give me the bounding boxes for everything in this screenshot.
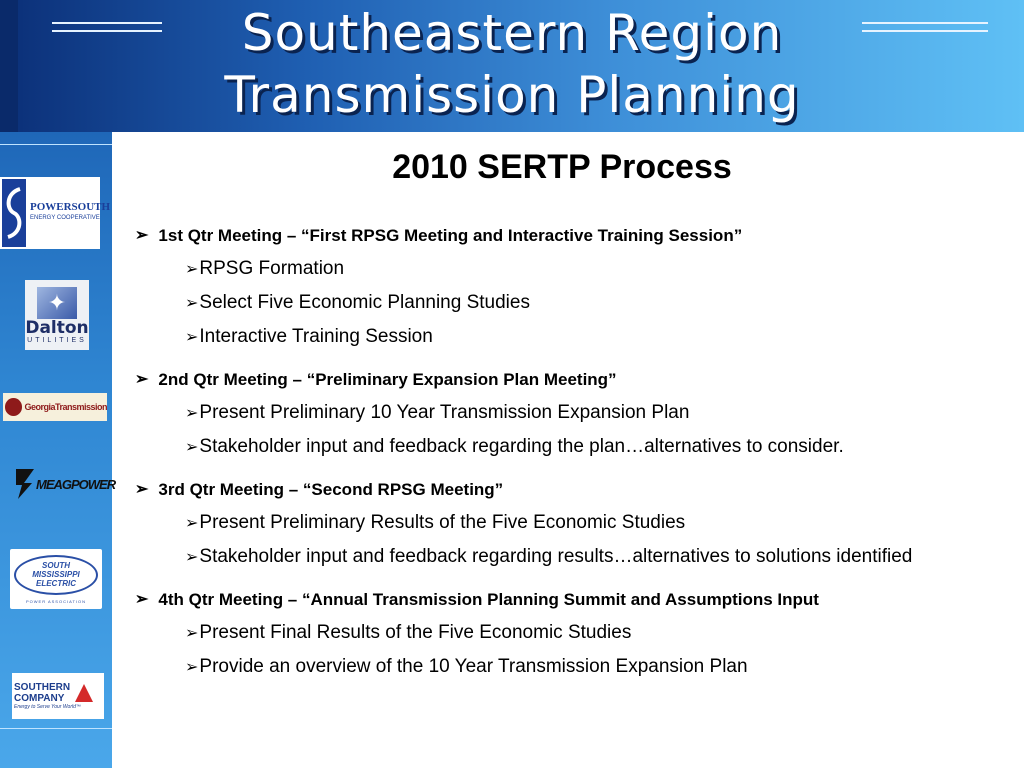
arrow-bullet-icon: ➢ [185,659,199,676]
arrow-bullet-icon: ➢ [185,261,199,278]
header-banner [0,0,1024,132]
list-item [185,545,1005,569]
southern-tagline: Energy to Serve Your World™ [14,704,81,710]
arrow-bullet-icon: ➢ [135,371,149,388]
section-heading-text: 2nd Qtr Meeting – “Preliminary Expansion Plan Meeting” [158,370,617,389]
arrow-bullet-icon: ➢ [185,405,199,422]
list-item-text: Stakeholder input and feedback regarding results…alternatives to solutions identified [199,546,913,567]
section-heading [135,225,1005,247]
southern-line2: COMPANY [14,693,65,704]
section-heading-text: 3rd Qtr Meeting – “Second RPSG Meeting” [158,480,504,499]
quarter-section [135,225,1005,349]
powersouth-name: POWERSOUTH [30,201,111,213]
quarter-section [135,479,1005,569]
arrow-bullet-icon: ➢ [185,515,199,532]
page-title-line2: Transmission Planning [224,66,800,124]
meag-power-logo [14,466,116,502]
meag-bolt-icon [14,467,36,501]
dalton-tagline: UTILITIES [27,336,87,344]
arrow-bullet-icon: ➢ [185,295,199,312]
quarter-section [135,369,1005,459]
section-heading-text: 1st Qtr Meeting – “First RPSG Meeting and Interactive Training Session” [158,226,743,245]
arrow-bullet-icon: ➢ [135,227,149,244]
arrow-bullet-icon: ➢ [185,439,199,456]
list-item [185,257,1005,281]
southern-triangle-icon [74,683,94,703]
arrow-bullet-icon: ➢ [185,625,199,642]
arrow-bullet-icon: ➢ [185,329,199,346]
list-item-text: Provide an overview of the 10 Year Transmission Expansion Plan [199,656,748,677]
list-item-text: Interactive Training Session [199,326,433,347]
page-title-line1: Southeastern Region [241,4,783,62]
sme-tagline: POWER ASSOCIATION [25,598,87,604]
dalton-star-icon: ✦ [37,287,77,319]
arrow-bullet-icon: ➢ [135,591,149,608]
georgia-transmission-name: GeorgiaTransmission [24,402,107,412]
section-heading [135,369,1005,391]
arrow-bullet-icon: ➢ [135,481,149,498]
quarter-section [135,589,1005,679]
list-item-text: Present Preliminary Results of the Five Economic Studies [199,512,686,533]
sme-line2: MISSISSIPPI [32,570,80,579]
powersouth-tagline: ENERGY COOPERATIVE [30,215,100,221]
list-item-text: Present Preliminary 10 Year Transmission Expansion Plan [199,402,690,423]
logo-sidebar [0,132,116,768]
list-item-text: Present Final Results of the Five Economic Studies [199,622,632,643]
section-heading [135,589,1005,611]
powersouth-logo [0,177,111,249]
dalton-logo [25,280,89,350]
list-item [185,511,1005,535]
southern-company-logo [12,673,104,719]
list-item [185,621,1005,645]
list-item [185,435,1005,459]
list-item-text: Select Five Economic Planning Studies [199,292,530,313]
list-item [185,655,1005,679]
list-item-text: Stakeholder input and feedback regarding the plan…alternatives to consider. [199,436,844,457]
sme-line1: SOUTH [42,561,70,570]
southern-line1: SOUTHERN [14,682,71,693]
georgia-transmission-emblem [5,398,22,416]
section-heading-text: 4th Qtr Meeting – “Annual Transmission Planning Summit and Assumptions Input [158,590,819,609]
georgia-transmission-logo [3,393,107,421]
sme-line3: ELECTRIC [36,579,76,588]
south-mississippi-electric-logo [10,549,102,609]
list-item-text: RPSG Formation [199,258,345,279]
list-item [185,401,1005,425]
list-item [185,325,1005,349]
meag-power-name: MEAGPOWER [36,476,116,492]
arrow-bullet-icon: ➢ [185,549,199,566]
sidebar-divider [0,144,112,145]
dalton-name: Dalton [25,317,89,338]
powersouth-emblem [2,179,26,247]
section-heading [135,479,1005,501]
list-item [185,291,1005,315]
sidebar-divider [0,728,112,729]
slide-subtitle: 2010 SERTP Process [392,148,732,186]
process-content [135,225,1005,699]
